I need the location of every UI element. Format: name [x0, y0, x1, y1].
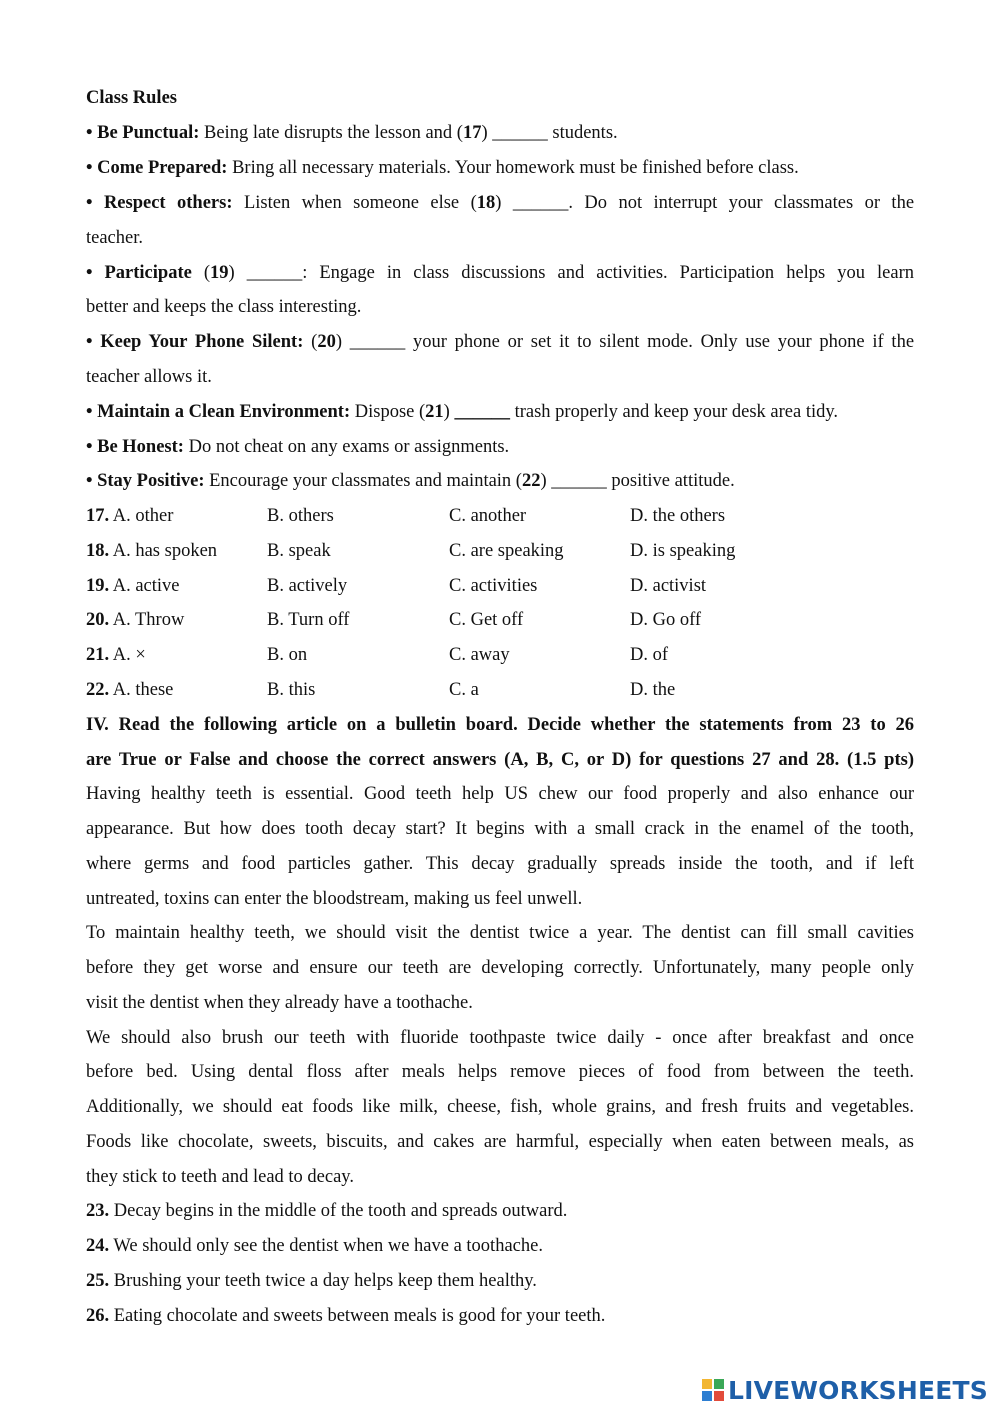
- question-option-c[interactable]: C. are speaking: [449, 541, 564, 561]
- section-iv-heading-cont: are True or False and choose the correct answers (A, B, C, or D) for questions 27 and 28. (1.5 pts): [86, 750, 914, 770]
- article-line: We should also brush our teeth with fluoride toothpaste twice daily - once after breakfast and once: [86, 1028, 914, 1048]
- liveworksheets-logo-icon: [702, 1379, 724, 1401]
- article-line: Additionally, we should eat foods like milk, cheese, fish, whole grains, and fresh fruits and vegetables.: [86, 1097, 914, 1117]
- question-option-d[interactable]: D. the: [630, 680, 676, 700]
- question-option-b[interactable]: B. on: [267, 645, 308, 665]
- article-line: Foods like chocolate, sweets, biscuits, and cakes are harmful, especially when eaten between meals, as: [86, 1132, 914, 1152]
- question-option-a[interactable]: 21. A. ×: [86, 645, 146, 665]
- rule-stay-positive: • Stay Positive: Encourage your classmates and maintain (22) ______ positive attitude.: [86, 471, 735, 491]
- rule-keep-phone-silent-cont: teacher allows it.: [86, 367, 212, 387]
- article-line: before they get worse and ensure our teeth are developing correctly. Unfortunately, many people only: [86, 958, 914, 978]
- question-option-c[interactable]: C. another: [449, 506, 527, 526]
- question-option-a[interactable]: 19. A. active: [86, 576, 180, 596]
- statement-item: 25. Brushing your teeth twice a day helps keep them healthy.: [86, 1271, 537, 1291]
- brand-name: LIVEWORKSHEETS: [727, 1375, 988, 1405]
- question-option-b[interactable]: B. Turn off: [267, 610, 350, 630]
- question-option-d[interactable]: D. the others: [630, 506, 726, 526]
- article-line: To maintain healthy teeth, we should visit the dentist twice a year. The dentist can fill small cavities: [86, 923, 914, 943]
- section-iv-heading: IV. Read the following article on a bulletin board. Decide whether the statements from 23 to 26: [86, 715, 914, 735]
- rule-respect-others-cont: teacher.: [86, 228, 143, 248]
- question-option-d[interactable]: D. activist: [630, 576, 707, 596]
- rule-be-honest: • Be Honest: Do not cheat on any exams or assignments.: [86, 437, 510, 457]
- question-option-a[interactable]: 20. A. Throw: [86, 610, 185, 630]
- question-option-d[interactable]: D. of: [630, 645, 669, 665]
- statement-item: 26. Eating chocolate and sweets between meals is good for your teeth.: [86, 1306, 606, 1326]
- rule-respect-others: • Respect others: Listen when someone else (18) ______. Do not interrupt your classmates or the: [86, 193, 915, 213]
- question-option-d[interactable]: D. is speaking: [630, 541, 736, 561]
- article-line: before bed. Using dental floss after meals helps remove pieces of food from between the teeth.: [86, 1062, 914, 1082]
- rule-participate: • Participate (19) ______: Engage in class discussions and activities. Participation helps you learn: [86, 263, 914, 283]
- question-option-b[interactable]: B. actively: [267, 576, 348, 596]
- article-line: appearance. But how does tooth decay start? It begins with a small crack in the enamel of the tooth,: [86, 819, 914, 839]
- question-option-a[interactable]: 22. A. these: [86, 680, 174, 700]
- rule-come-prepared: • Come Prepared: Bring all necessary materials. Your homework must be finished before class.: [86, 158, 799, 178]
- article-line: where germs and food particles gather. This decay gradually spreads inside the tooth, and if left: [86, 854, 914, 874]
- rule-keep-phone-silent: • Keep Your Phone Silent: (20) ______ your phone or set it to silent mode. Only use your phone if the: [86, 332, 915, 352]
- question-option-b[interactable]: B. this: [267, 680, 316, 700]
- question-option-d[interactable]: D. Go off: [630, 610, 702, 630]
- question-option-c[interactable]: C. Get off: [449, 610, 524, 630]
- article-line: they stick to teeth and lead to decay.: [86, 1167, 354, 1187]
- article-line: Having healthy teeth is essential. Good teeth help US chew our food properly and also enhance our: [86, 784, 914, 804]
- question-option-c[interactable]: C. a: [449, 680, 479, 700]
- article-line: untreated, toxins can enter the bloodstream, making us feel unwell.: [86, 889, 583, 909]
- question-option-a[interactable]: 17. A. other: [86, 506, 174, 526]
- statement-item: 24. We should only see the dentist when we have a toothache.: [86, 1236, 543, 1256]
- statement-item: 23. Decay begins in the middle of the tooth and spreads outward.: [86, 1201, 568, 1221]
- question-option-c[interactable]: C. away: [449, 645, 510, 665]
- question-option-b[interactable]: B. speak: [267, 541, 331, 561]
- question-option-b[interactable]: B. others: [267, 506, 334, 526]
- article-line: visit the dentist when they already have a toothache.: [86, 993, 473, 1013]
- rule-participate-cont: better and keeps the class interesting.: [86, 297, 362, 317]
- class-rules-title: Class Rules: [86, 88, 177, 108]
- rule-clean-environment: • Maintain a Clean Environment: Dispose (21) ______ trash properly and keep your desk area tidy.: [86, 402, 839, 422]
- question-option-a[interactable]: 18. A. has spoken: [86, 541, 218, 561]
- rule-be-punctual: • Be Punctual: Being late disrupts the lesson and (17) ______ students.: [86, 123, 618, 143]
- liveworksheets-logo[interactable]: [702, 1374, 988, 1406]
- question-option-c[interactable]: C. activities: [449, 576, 538, 596]
